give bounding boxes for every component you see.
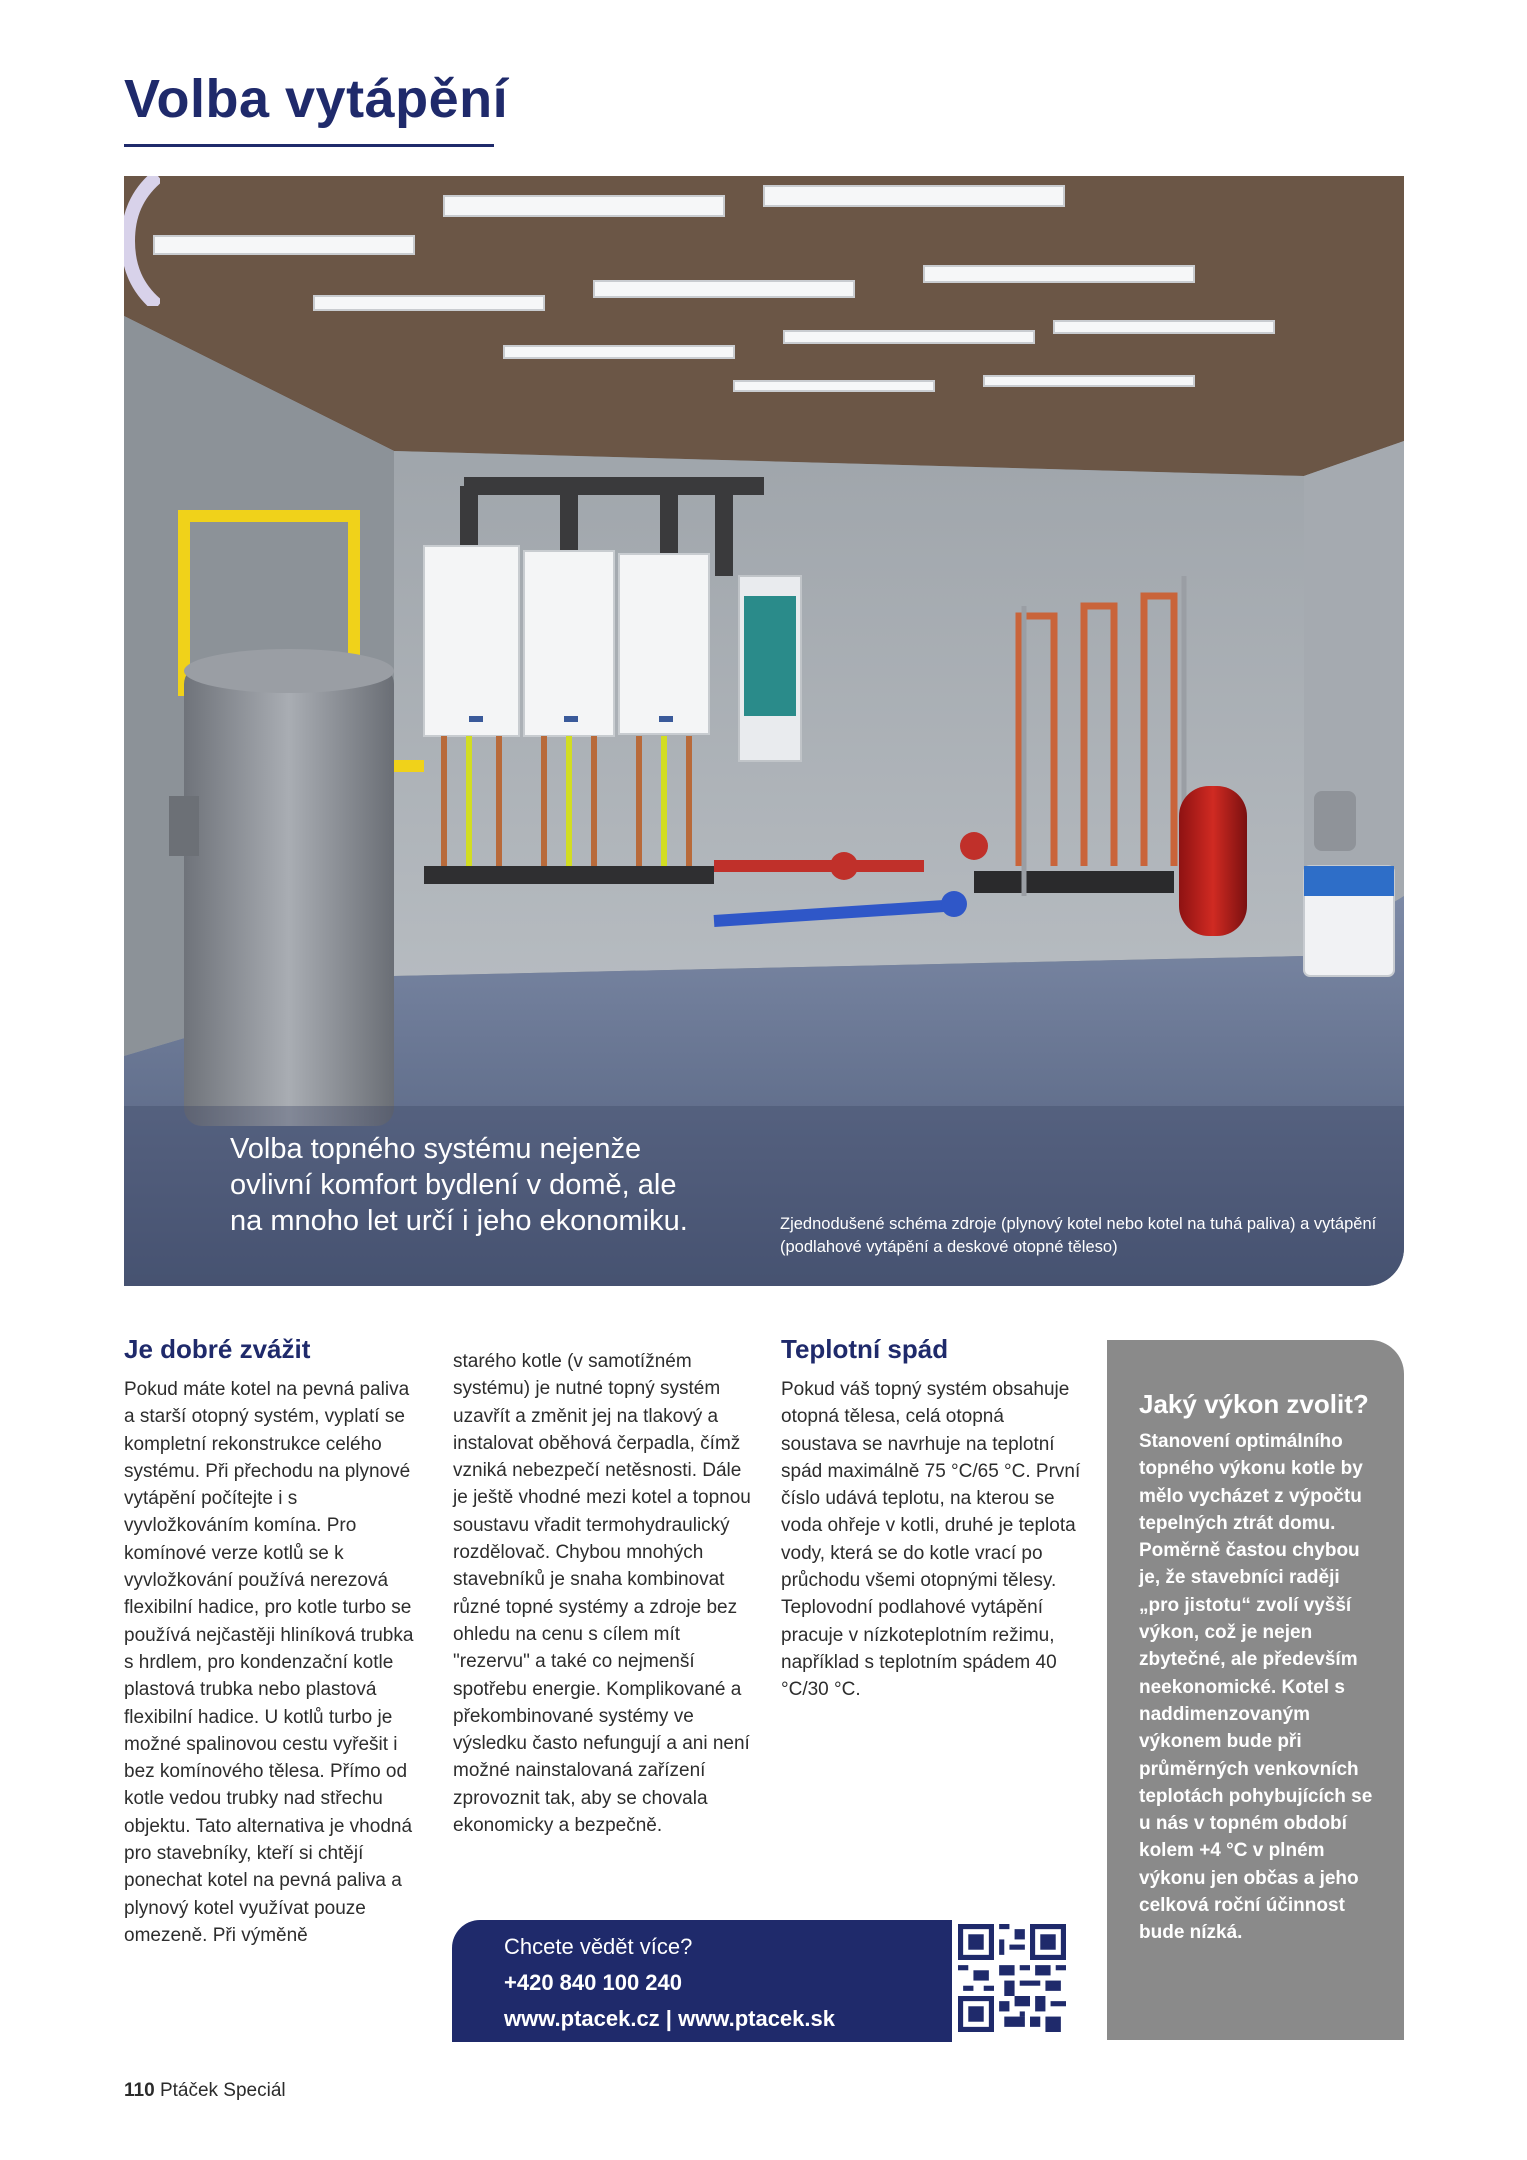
contact-web-links[interactable]: www.ptacek.cz | www.ptacek.sk — [504, 2006, 835, 2031]
sidebar-box — [1107, 1340, 1404, 2040]
column-2-text: starého kotle (v samotížném systému) je nutné topný systém uzavřít a změnit jej na tlakový a instalovat oběhová čerpadla, čímž vzniká nebezpečí netěsnosti. Dále je ještě vhodné mezi kotel a topnou soustavu vřadit termohydraulický rozdělovač. Chybou mnohých stavebníků je snaha kombinovat různé topné systémy a zdroje bez ohledu na cenu s cílem mít "rezervu" a také co nejmenší spotřebu energie. Komplikované a překombinované systémy ve výsledku často nefungují a ani není možné nainstalovaná zařízení zprovoznit tak, aby se chovala ekonomicky a bezpečně. — [453, 1351, 751, 1837]
column-1-text: Pokud máte kotel na pevná paliva a starší otopný systém, vyplatí se kompletní rekonstrukce celého systému. Při přechodu na plynové vytápění počítejte i s vyvložkováním komína. Pro komínové verze kotlů se k vyvložkování používá nerezová flexibilní hadice, pro kotle turbo se používá nejčastěji hliníková trubka s hrdlem, pro kondenzační kotle plastová trubka nebo plastová flexibilní hadice. U kotlů turbo je možné spalinovou cestu vyřešit i bez komínového tělesa. Přímo od kotle vedou trubky nad střechu objektu. Tato alternativa je vhodná pro stavebníky, kteří si chtějí ponechat kotel na pevná paliva a plynový kotel využívat pouze omezeně. Při výměně — [124, 1379, 414, 1946]
heading-teplotni-spad: Teplotní spád — [781, 1334, 949, 1364]
page-footer — [124, 2080, 286, 2102]
heading-je-dobre-zvazit: Je dobré zvážit — [124, 1334, 311, 1364]
title-underline — [124, 144, 494, 147]
hero-caption: Zjednodušené schéma zdroje (plynový kotel nebo kotel na tuhá paliva) a vytápění (podlahové vytápění a deskové otopné těleso) — [780, 1215, 1377, 1256]
column-2 — [453, 1348, 753, 1839]
qr-code-icon[interactable] — [958, 1924, 1066, 2032]
contact-question: Chcete vědět více? — [504, 1934, 693, 1959]
column-3-text: Pokud váš topný systém obsahuje otopná tělesa, celá otopná soustava se navrhuje na teplotní spád maximálně 75 °C/65 °C. První číslo udává teplotu, na kterou se voda ohřeje v kotli, druhé je teplota vody, která se do kotle vrací po průchodu všemi otopnými tělesy. Teplovodní podlahové vytápění pracuje v nízkoteplotním režimu, například s teplotním spádem 40 °C/30 °C. — [781, 1379, 1081, 1701]
column-3 — [781, 1332, 1081, 1704]
boiler-room-illustration — [124, 176, 1404, 1286]
sidebar-heading: Jaký výkon zvolit? — [1139, 1389, 1369, 1419]
quote-mark-icon — [124, 176, 160, 306]
page-title: Volba vytápění — [124, 69, 509, 129]
contact-phone[interactable]: +420 840 100 240 — [504, 1970, 683, 1995]
column-1 — [124, 1332, 424, 1949]
page-number: 110 — [124, 2080, 155, 2101]
hero-quote: Volba topného systému nejenže ovlivní komfort bydlení v domě, ale na mnoho let určí i jeho ekonomiku. — [230, 1133, 688, 1237]
contact-box — [452, 1920, 952, 2042]
hero-illustration — [124, 176, 1404, 1286]
magazine-name: Ptáček Speciál — [159, 2080, 286, 2101]
sidebar-text: Stanovení optimálního topného výkonu kotle by mělo vycházet z výpočtu tepelných ztrát domu. Poměrně častou chybou je, že stavebníci raději „pro jistotu“ zvolí vyšší výkon, což je nejen zbytečné, ale především neekonomické. Kotel s naddimenzovaným výkonem bude při průměrných venkovních teplotách pohybujících se u nás v topném období kolem +4 °C v plném výkonu jen občas a jeho celková roční účinnost bude nízká. — [1139, 1431, 1373, 1944]
